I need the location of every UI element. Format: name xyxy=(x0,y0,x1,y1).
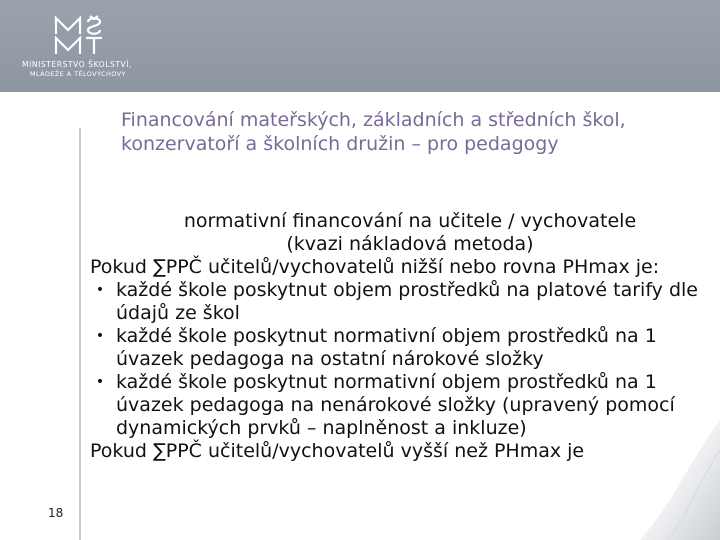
logo-text-line2: MLÁDEŽE A TĚLOVÝCHOVY xyxy=(30,70,126,78)
content-line-1: normativní financování na učitele / vychovatele xyxy=(183,210,637,232)
page-curl-icon xyxy=(620,420,720,540)
slide-content xyxy=(90,210,710,463)
bullet-list xyxy=(90,279,710,440)
page-number: 18 xyxy=(48,506,64,520)
list-item-text: každé škole poskytnut normativní objem prostředků na 1 úvazek pedagoga na nenárokové složky (upravený pomocí dynamických prvků – naplněnost a inkluze) xyxy=(116,371,675,439)
list-item xyxy=(95,279,710,325)
slide-title: Financování mateřských, základních a středních škol, konzervatoří a školních družin – pro pedagogy xyxy=(121,109,626,155)
logo-text-line1: MINISTERSTVO ŠKOLSTVÍ, xyxy=(22,60,133,69)
msmt-logo xyxy=(22,12,162,82)
vertical-divider xyxy=(79,128,81,540)
bullet-icon: • xyxy=(95,282,105,298)
header-band xyxy=(0,0,720,92)
bullet-icon: • xyxy=(95,374,105,390)
bullet-icon: • xyxy=(95,328,105,344)
list-item-text: každé škole poskytnut objem prostředků na platové tarify dle údajů ze škol xyxy=(116,279,698,324)
list-item xyxy=(95,325,710,371)
msmt-logo-mark-icon xyxy=(52,14,132,58)
condition-1: Pokud ∑PPČ učitelů/vychovatelů nižší nebo rovna PHmax je: xyxy=(90,256,660,278)
list-item-text: každé škole poskytnut normativní objem prostředků na 1 úvazek pedagoga na ostatní nárokové složky xyxy=(116,325,657,370)
condition-2: Pokud ∑PPČ učitelů/vychovatelů vyšší než PHmax je xyxy=(90,440,585,462)
content-line-2: (kvazi nákladová metoda) xyxy=(286,233,534,255)
